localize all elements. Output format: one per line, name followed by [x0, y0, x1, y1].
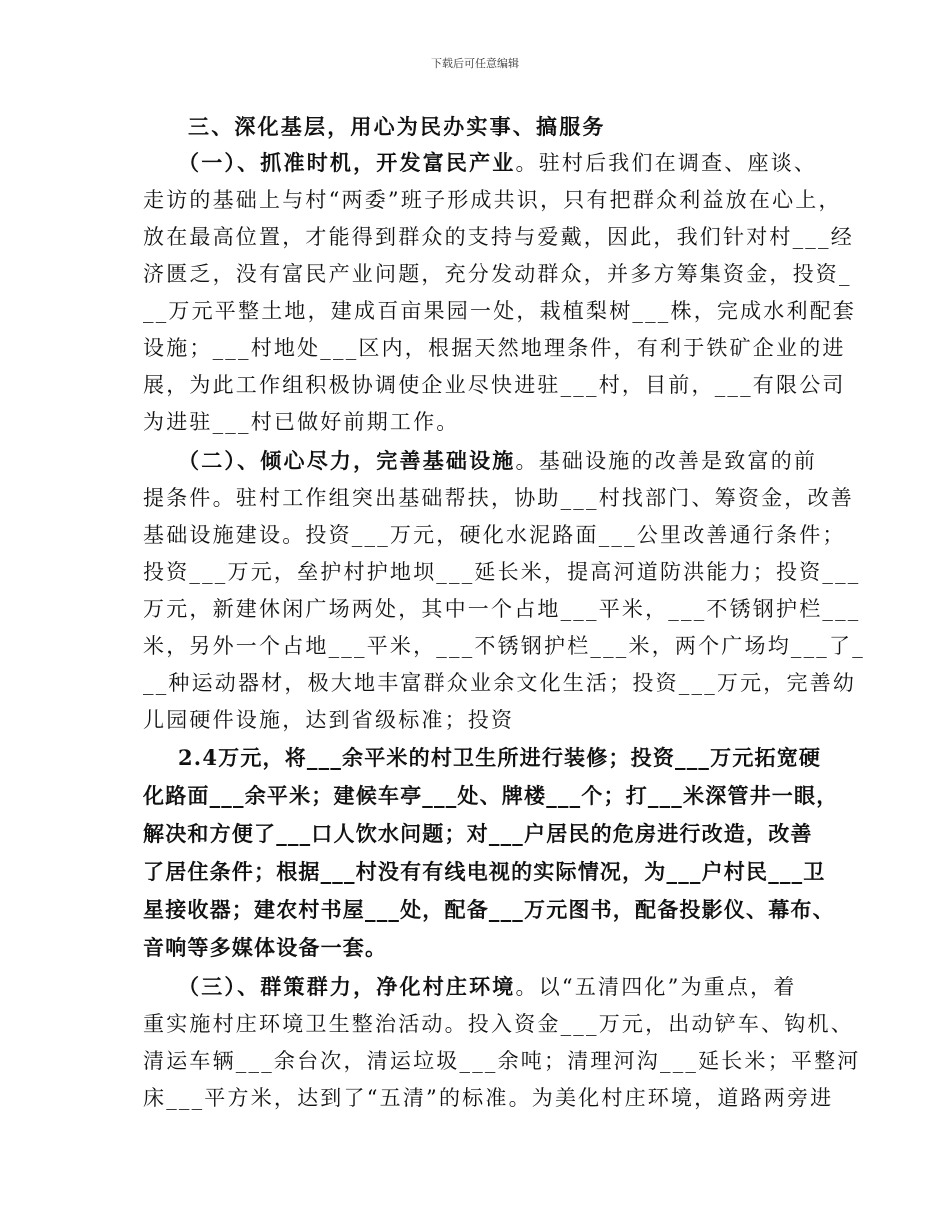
paragraph-3-line: 化路面___余平米；建候车亭___处、牌楼___个；打___米深管井一眼，: [143, 783, 839, 808]
paragraph-1-lead: （一）、抓准时机，开发富民产业: [178, 150, 516, 175]
paragraph-3-line: 了居住条件；根据___村没有有线电视的实际情况，为___户村民___卫: [143, 859, 826, 884]
paragraph-4-first-rest: 。以“五清四化”为重点，着: [515, 975, 797, 999]
paragraph-2-lead: （二）、倾心尽力，完善基础设施: [178, 448, 516, 473]
paragraph-2-line: 投资___万元，垒护村护地坝___延长米，提高河道防洪能力；投资___: [143, 560, 861, 584]
paragraph-1-first-rest: 。驻村后我们在调查、座谈、: [515, 151, 818, 175]
paragraph-2-first-rest: 。基础设施的改善是致富的前: [515, 449, 818, 473]
page-header: 下载后可任意编辑: [431, 57, 519, 70]
paragraph-1-line: 展，为此工作组积极协调使企业尽快进驻___村，目前，___有限公司: [143, 373, 846, 397]
paragraph-3-line: 音响等多媒体设备一套。: [143, 935, 388, 960]
paragraph-3-line: 解决和方便了___口人饮水问题；对___户居民的危房进行改造，改善: [143, 821, 813, 846]
paragraph-4-lead: （三）、群策群力，净化村庄环境: [178, 974, 516, 999]
paragraph-4-line: 清运车辆___余台次，清运垃圾___余吨；清理河沟___延长米；平整河: [143, 1049, 861, 1073]
paragraph-2-line: 提条件。驻村工作组突出基础帮扶，协助___村找部门、筹资金，改善: [143, 486, 854, 510]
paragraph-1-line: 设施；___村地处___区内，根据天然地理条件，有利于铁矿企业的进: [143, 336, 846, 360]
paragraph-1-line: 放在最高位置，才能得到群众的支持与爱戴，因此，我们针对村___经: [143, 225, 854, 249]
paragraph-4-line: 床___平方米，达到了“五清”的标准。为美化村庄环境，道路两旁进: [143, 1086, 834, 1110]
paragraph-1-line: 济匮乏，没有富民产业问题，充分发动群众，并多方筹集资金，投资_: [143, 262, 852, 286]
paragraph-2-line: 米，另外一个占地___平米，___不锈钢护栏___米，两个广场均___了_: [143, 634, 865, 658]
paragraph-1-line: __万元平整土地，建成百亩果园一处，栽植梨树___株，完成水利配套: [143, 299, 857, 323]
paragraph-2-line: 万元，新建休闲广场两处，其中一个占地___平米，___不锈钢护栏___: [143, 597, 861, 621]
paragraph-2-first-line: [178, 447, 817, 475]
paragraph-4-line: 重实施村庄环境卫生整治活动。投入资金___万元，出动铲车、钩机、: [143, 1012, 854, 1036]
paragraph-1-first-line: [178, 149, 817, 177]
paragraph-2-line: __种运动器材，极大地丰富群众业余文化生活；投资___万元，完善幼: [143, 671, 857, 695]
paragraph-2-line: 基础设施建设。投资___万元，硬化水泥路面___公里改善通行条件；: [143, 523, 846, 547]
section-heading: 三、深化基层，用心为民办实事、搞服务: [188, 114, 606, 139]
paragraph-1-line: 走访的基础上与村“两委”班子形成共识，只有把群众利益放在心上，: [143, 188, 842, 212]
paragraph-3-line: 星接收器；建农村书屋___处，配备___万元图书，配备投影仪、幕布、: [143, 897, 835, 922]
paragraph-2-line: 儿园硬件设施，达到省级标准；投资: [143, 708, 515, 732]
paragraph-3-line: 2.4万元，将___余平米的村卫生所进行装修；投资___万元拓宽硬: [178, 745, 822, 770]
paragraph-1-line: 为进驻___村已做好前期工作。: [143, 410, 460, 434]
paragraph-4-first-line: [178, 973, 797, 1001]
